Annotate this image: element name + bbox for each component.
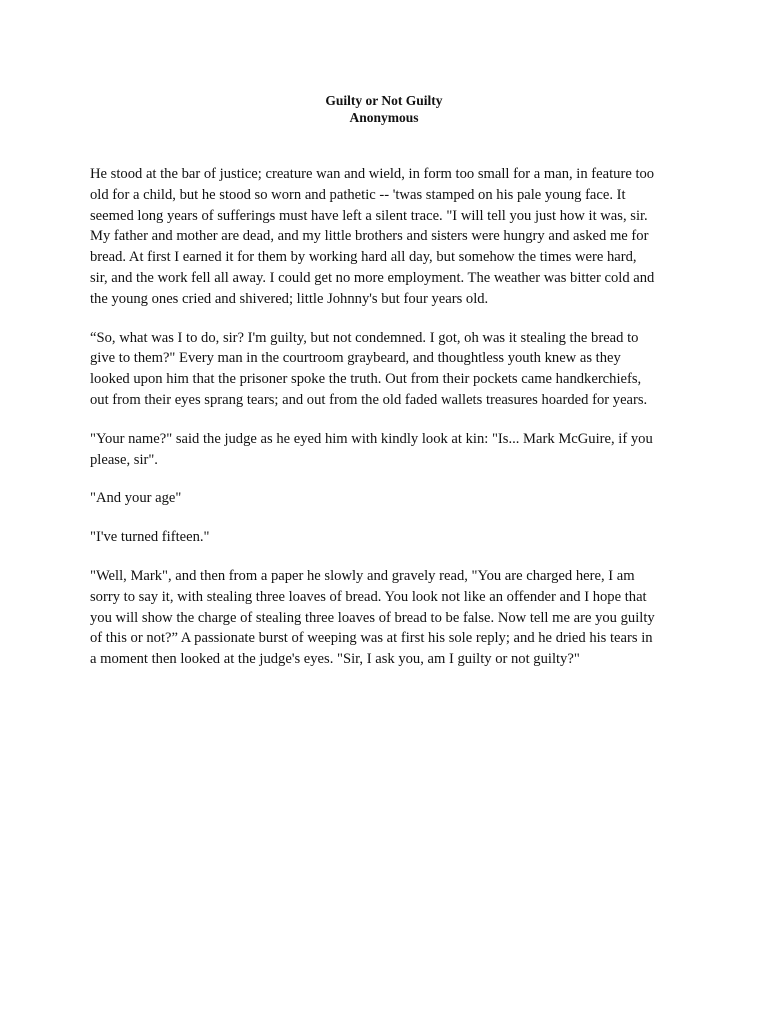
paragraph-1 (90, 164, 690, 310)
text-line: of this or not?” A passionate burst of weeping was at first his sole reply; and he dried his tears in (90, 630, 653, 647)
text-line: He stood at the bar of justice; creature wan and wield, in form too small for a man, in feature too (90, 166, 655, 182)
text-line: "I've turned fifteen." (90, 529, 210, 546)
text-line: seemed long years of sufferings must have left a silent trace. "I will tell you just how it was, sir. (90, 207, 648, 224)
text-line: you will show the charge of stealing three loaves of bread to be false. Now tell me are you guilty (90, 609, 655, 626)
text-line: bread. At first I earned it for them by working hard all day, but somehow the times were hard, (90, 249, 637, 266)
document-title: Guilty or Not Guilty (325, 93, 443, 108)
paragraph-4 (90, 488, 690, 509)
text-line: "Well, Mark", and then from a paper he slowly and gravely read, "You are charged here, I am (90, 567, 635, 584)
text-line: “So, what was I to do, sir? I'm guilty, but not condemned. I got, oh was it stealing the bread to (90, 329, 639, 346)
paragraph-3 (90, 429, 690, 471)
text-line: My father and mother are dead, and my little brothers and sisters were hungry and asked me for (90, 228, 649, 245)
text-line: please, sir". (90, 451, 158, 468)
text-line: a moment then looked at the judge's eyes. "Sir, I ask you, am I guilty or not guilty?" (90, 651, 580, 668)
paragraph-2 (90, 328, 690, 411)
text-line: "And your age" (90, 490, 182, 507)
text-line: the young ones cried and shivered; little Johnny's but four years old. (90, 290, 489, 307)
text-line: give to them?" Every man in the courtroom graybeard, and thoughtless youth knew as they (90, 350, 621, 367)
text-line: out from their eyes sprang tears; and out from the old faded wallets treasures hoarded for years. (90, 391, 648, 408)
document-author: Anonymous (349, 110, 419, 125)
paragraph-6 (90, 566, 690, 670)
text-line: old for a child, but he stood so worn and pathetic -- 'twas stamped on his pale young face. It (90, 186, 626, 203)
text-line: sorry to say it, with stealing three loaves of bread. You look not like an offender and I hope that (90, 588, 647, 605)
text-line: looked upon him that the prisoner spoke the truth. Out from their pockets came handkerchiefs, (90, 371, 642, 388)
text-line: "Your name?" said the judge as he eyed him with kindly look at kin: "Is... Mark McGuire, if you (90, 430, 653, 447)
paragraph-5 (90, 527, 690, 548)
document-body (90, 164, 690, 688)
text-line: sir, and the work fell all away. I could get no more employment. The weather was bitter cold and (90, 269, 655, 286)
title-block (0, 92, 768, 126)
